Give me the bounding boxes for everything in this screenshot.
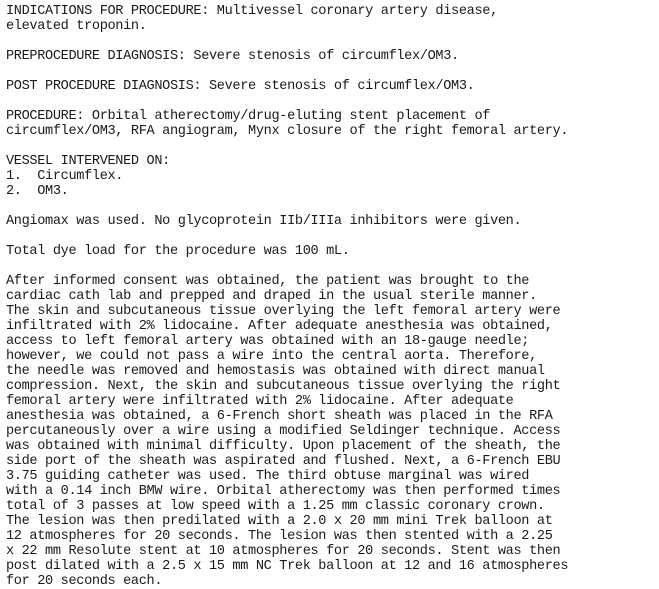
vessel-heading: VESSEL INTERVENED ON: [6, 154, 170, 169]
indications-text: INDICATIONS FOR PROCEDURE: Multivessel coronary artery disease, elevated troponin. [6, 4, 498, 34]
vessel-list [6, 169, 656, 199]
spacer [6, 34, 656, 49]
vessel-item: 1. Circumflex. [6, 169, 124, 184]
spacer [6, 139, 656, 154]
procedure-text: PROCEDURE: Orbital atherectomy/drug-eluting stent placement of circumflex/OM3, RFA angiogram, Mynx closure of the right femoral artery. [6, 109, 569, 139]
postprocedure-diagnosis-text: POST PROCEDURE DIAGNOSIS: Severe stenosis of circumflex/OM3. [6, 79, 475, 94]
dye-load-text: Total dye load for the procedure was 100 mL. [6, 244, 350, 259]
spacer [6, 229, 656, 244]
spacer [6, 94, 656, 109]
procedure-narrative: After informed consent was obtained, the patient was brought to the cardiac cath lab and prepped and draped in the usual sterile manner. The skin and subcutaneous tissue overlying the left femoral artery were infiltrated with 2% lidocaine. After adequate anesthesia was obtained, access to left femoral artery was obtained with an 18-gauge needle; however, we could not pass a wire into the central aorta. Therefore, the needle was removed and hemostasis was obtained with direct manual compression. Next, the skin and subcutaneous tissue overlying the right femoral artery were infiltrated with 2% lidocaine. After adequate anesthesia was obtained, a 6-French short sheath was placed in the RFA percutaneously over a wire using a modified Seldinger technique. Access was obtained with minimal difficulty. Upon placement of the sheath, the side port of the sheath was aspirated and flushed. Next, a 6-French EBU 3.75 guiding catheter was used. The third obtuse marginal was wired with a 0.14 inch BMW wire. Orbital atherectomy was then performed times total of 3 passes at low speed with a 1.25 mm classic coronary crown. The lesion was then predilated with a 2.0 x 20 mm mini Trek balloon at 12 atmospheres for 20 seconds. The lesion was then stented with a 2.25 x 22 mm Resolute stent at 10 atmospheres for 20 seconds. Stent was then post dilated with a 2.5 x 15 mm NC Trek balloon at 12 and 16 atmospheres for 20 seconds each. [6, 274, 569, 589]
vessel-item: 2. OM3. [6, 184, 69, 199]
spacer [6, 259, 656, 274]
angiomax-text: Angiomax was used. No glycoprotein IIb/IIIa inhibitors were given. [6, 214, 522, 229]
spacer [6, 64, 656, 79]
preprocedure-diagnosis-text: PREPROCEDURE DIAGNOSIS: Severe stenosis of circumflex/OM3. [6, 49, 459, 64]
spacer [6, 199, 656, 214]
procedure-report [6, 4, 656, 589]
